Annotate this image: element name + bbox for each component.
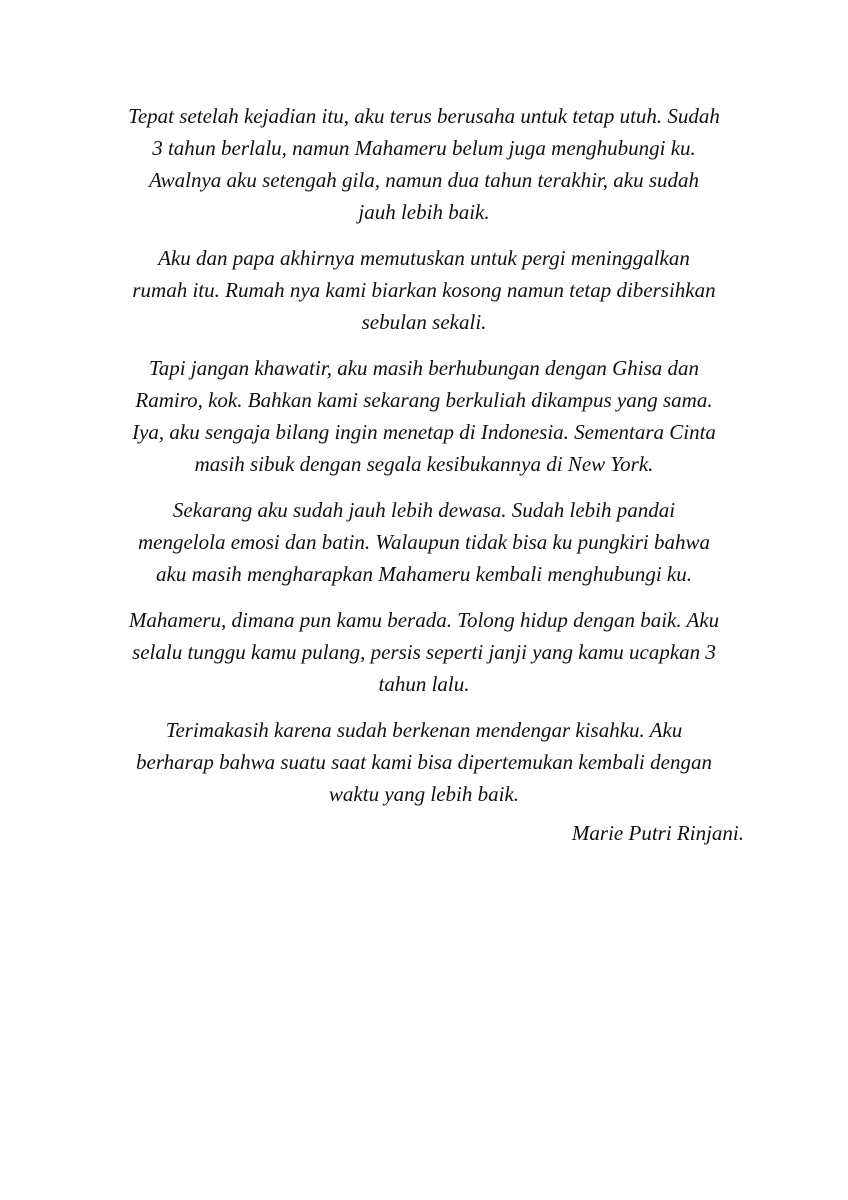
text-line: mengelola emosi dan batin. Walaupun tidak bisa ku pungkiri bahwa <box>137 530 711 554</box>
text-line: Terimakasih karena sudah berkenan mendengar kisahku. Aku <box>165 718 683 742</box>
text-line: 3 tahun berlalu, namun Mahameru belum juga menghubungi ku. <box>152 136 696 160</box>
text-line: Iya, aku sengaja bilang ingin menetap di Indonesia. Sementara Cinta <box>132 420 716 444</box>
text-line: jauh lebih baik. <box>358 200 490 224</box>
text-line: waktu yang lebih baik. <box>328 782 520 806</box>
paragraph-3 <box>100 352 748 480</box>
text-line: rumah itu. Rumah nya kami biarkan kosong namun tetap dibersihkan <box>132 278 716 302</box>
text-line: berharap bahwa suatu saat kami bisa dipertemukan kembali dengan <box>136 750 712 774</box>
signature: Marie Putri Rinjani. <box>571 821 744 845</box>
text-line: aku masih mengharapkan Mahameru kembali menghubungi ku. <box>156 562 692 586</box>
paragraph-6 <box>100 714 748 810</box>
text-line: sebulan sekali. <box>361 310 487 334</box>
text-line: Awalnya aku setengah gila, namun dua tahun terakhir, aku sudah <box>148 168 700 192</box>
paragraph-1 <box>100 100 748 228</box>
text-line: tahun lalu. <box>378 672 470 696</box>
paragraph-2 <box>100 242 748 338</box>
text-line: selalu tunggu kamu pulang, persis seperti janji yang kamu ucapkan 3 <box>132 640 716 664</box>
text-line: Sekarang aku sudah jauh lebih dewasa. Sudah lebih pandai <box>172 498 676 522</box>
paragraph-5 <box>100 604 748 700</box>
paragraph-4 <box>100 494 748 590</box>
text-line: Ramiro, kok. Bahkan kami sekarang berkuliah dikampus yang sama. <box>135 388 713 412</box>
text-line: Aku dan papa akhirnya memutuskan untuk pergi meninggalkan <box>158 246 690 270</box>
text-line: Tepat setelah kejadian itu, aku terus berusaha untuk tetap utuh. Sudah <box>128 104 720 128</box>
text-line: Tapi jangan khawatir, aku masih berhubungan dengan Ghisa dan <box>148 356 700 380</box>
letter-body <box>100 100 748 824</box>
text-line: masih sibuk dengan segala kesibukannya di New York. <box>194 452 654 476</box>
text-line: Mahameru, dimana pun kamu berada. Tolong hidup dengan baik. Aku <box>128 608 720 632</box>
